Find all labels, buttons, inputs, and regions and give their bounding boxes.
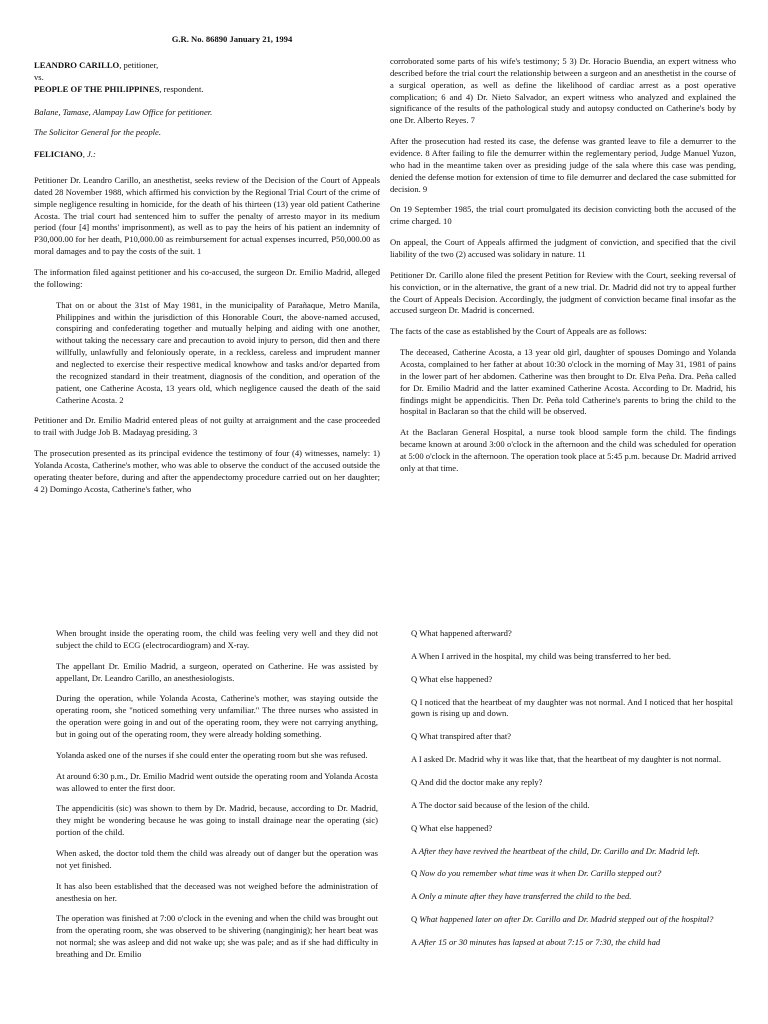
page-2 bbox=[0, 610, 768, 1024]
testimony-text: What happened later on after Dr. Carillo and Dr. Madrid stepped out of the hospital? bbox=[419, 914, 714, 925]
testimony-line: Q I noticed that the heartbeat of my daughter was not normal. And I noticed that her hospital gown is rising up and down. bbox=[411, 696, 733, 719]
testimony-label: A bbox=[411, 845, 419, 856]
testimony-line: A I asked Dr. Madrid why it was like that, that the heartbeat of my daughter is not normal. bbox=[411, 754, 722, 765]
page-gap bbox=[0, 590, 768, 610]
testimony-line bbox=[411, 846, 733, 858]
testimony-label: A bbox=[411, 891, 419, 902]
testimony-line: A When I arrived in the hospital, my child was being transferred to her bed. bbox=[411, 650, 671, 661]
testimony-line: Q What else happened? bbox=[411, 822, 493, 833]
paragraph: Petitioner Dr. Leandro Carillo, an anesthetist, seeks review of the Decision of the Court of Appeals dated 28 November 1988, which affirmed his conviction by the Regional Trial Court of the crime of simple negligence resulting in homicide, for the death of his thirteen (13) year old patient Catherine Acosta. The trial court had sentenced him to suffer the penalty of arresto mayor in its medium period (four [4] months' imprisonment), as well as to pay the heirs of his patient an indemnity of P30,000.00 for her death, P10,000.00 as reimbursement for actual expenses incurred, P50,000.00 as moral damages and to pay the costs of the suit. 1 bbox=[34, 175, 380, 257]
testimony-text: Now do you remember what time was it when Dr. Carillo stepped out? bbox=[419, 868, 662, 879]
respondent-line bbox=[34, 84, 380, 96]
facts-quote: The deceased, Catherine Acosta, a 13 year old girl, daughter of spouses Domingo and Yolanda Acosta, complained to her father at about 10:30 o'clock in the morning of May 31, 1981 of pains in the lower part of her abdomen. Catherine was then brought to Dr. Elva Peña. Dra. Peña called for Dr. Emilio Madrid and the latter examined Catherine Acosta. According to Dr. Madrid, his findings might be appendicitis. Then Dr. Peña told Catherine's parents to bring the child to the hospital in Baclaran so that the child will be observed. bbox=[400, 347, 736, 417]
paragraph: The information filed against petitioner and his co-accused, the surgeon Dr. Emilio Madrid, alleged the following: bbox=[34, 267, 380, 289]
paragraph: When asked, the doctor told them the child was already out of danger but the operation was not yet finished. bbox=[56, 848, 378, 870]
testimony-line: Q What happened afterward? bbox=[411, 628, 512, 638]
testimony-text: Only a minute after they have transferred the child to the bed. bbox=[418, 891, 632, 902]
facts-quote: At the Baclaran General Hospital, a nurse took blood sample form the child. The findings became known at around 3:00 o'clock in the afternoon and the child was scheduled for operation at 5:00 o'clock in the afternoon. The operation took place at 5:45 p.m. because Dr. Madrid arrived only at that time. bbox=[400, 427, 736, 473]
testimony-line bbox=[411, 914, 733, 926]
testimony-text: After they have revived the heartbeat of the child, Dr. Carillo and Dr. Madrid left. bbox=[418, 845, 700, 856]
counsel-people: The Solicitor General for the people. bbox=[34, 127, 161, 138]
paragraph: Petitioner and Dr. Emilio Madrid entered pleas of not guilty at arraignment and the case proceeded to trail with Judge Job B. Madayag presiding. 3 bbox=[34, 415, 380, 438]
respondent-name: PEOPLE OF THE PHILIPPINES bbox=[34, 83, 160, 94]
testimony-label: Q bbox=[411, 868, 420, 879]
paragraph: corroborated some parts of his wife's testimony; 5 3) Dr. Horacio Buendia, an expert witness who described before the trial court the relationship between a surgeon and an anesthetist in the course of a surgical operation, as well as define the likelihood of cardiac arrest as a post operative complication; 6 and 4) Dr. Nieto Salvador, an expert witness who analyzed and explained the significance of the results of the pathological study and autopsy conducted on Catherine's body by one Dr. Alberto Reyes. 7 bbox=[390, 56, 736, 126]
left-column bbox=[34, 34, 380, 505]
ponente-name: FELICIANO bbox=[34, 149, 83, 160]
testimony-column bbox=[411, 628, 733, 960]
testimony-line: Q And did the doctor make any reply? bbox=[411, 777, 543, 788]
testimony-text: After 15 or 30 minutes has lapsed at about 7:15 or 7:30, the child had bbox=[418, 937, 661, 948]
paragraph: On appeal, the Court of Appeals affirmed the judgment of conviction, and specified that the civil liability of the two (2) accused was solidary in nature. 11 bbox=[390, 237, 736, 260]
paragraph: When brought inside the operating room, the child was feeling very well and they did not subject the child to ECG (electrocardiogram) and X-ray. bbox=[56, 628, 378, 650]
paragraph: Yolanda asked one of the nurses if she could enter the operating room but she was refused. bbox=[56, 749, 368, 760]
petitioner-role: , petitioner, bbox=[119, 59, 159, 70]
paragraph: It has also been established that the deceased was not weighed before the administration of anesthesia on her. bbox=[56, 880, 378, 903]
testimony-line: Q What else happened? bbox=[411, 673, 493, 684]
paragraph: The appendicitis (sic) was shown to them by Dr. Madrid, because, according to Dr. Madrid, they might be wondering because he was going to install drainage near the operating (sic) portion of the child. bbox=[56, 803, 378, 838]
paragraph: On 19 September 1985, the trial court promulgated its decision convicting both the accused of the crime charged. 10 bbox=[390, 204, 736, 227]
testimony-label: Q bbox=[411, 914, 420, 925]
petitioner-name: LEANDRO CARILLO bbox=[34, 59, 120, 70]
ponente bbox=[34, 149, 380, 161]
testimony-label: A bbox=[411, 937, 419, 948]
petitioner-line bbox=[34, 60, 380, 72]
paragraph: The appellant Dr. Emilio Madrid, a surgeon, operated on Catherine. He was assisted by appellant, Dr. Leandro Carillo, an anesthesiologists. bbox=[56, 660, 378, 683]
left-column bbox=[56, 628, 378, 970]
versus: vs. bbox=[34, 71, 44, 82]
counsel-petitioner: Balane, Tamase, Alampay Law Office for petitioner. bbox=[34, 107, 213, 118]
testimony-line bbox=[411, 891, 733, 903]
respondent-role: , respondent. bbox=[159, 83, 204, 94]
ponente-suffix: , J.: bbox=[82, 149, 96, 160]
paragraph: During the operation, while Yolanda Acosta, Catherine's mother, was staying outside the operating room, she "noticed something very unfamiliar." The three nurses who assisted in the operation were going in and out of the operating room, they were not carrying anything, but in going out of the operating room, they were already holding something. bbox=[56, 693, 378, 740]
testimony-line: A The doctor said because of the lesion of the child. bbox=[411, 799, 590, 810]
information-quote: That on or about the 31st of May 1981, in the municipality of Parañaque, Metro Manila, Philippines and within the jurisdiction of this Honorable Court, the above-named accused, conspiring and confederating together and mutually helping and aiding with one another, without taking the necessary care and precaution to avoid injury to person, did then and there willfully, unlawfully and feloniously operate, in a reckless, careless and imprudent manner and neglected to exercise their respective medical knowhow and tasks and/or departed from the recognized standard in their treatment, diagnosis of the condition, and operation of the patient, one Catherine Acosta, 13 years old, which negligence caused the death of the said Catherine Acosta. 2 bbox=[56, 299, 380, 405]
paragraph: The facts of the case as established by the Court of Appeals are as follows: bbox=[390, 326, 647, 337]
case-title: G.R. No. 86890 January 21, 1994 bbox=[171, 34, 293, 44]
paragraph: The prosecution presented as its principal evidence the testimony of four (4) witnesses, namely: 1) Yolanda Acosta, Catherine's mother, who was able to observe the conduct of the accused outside the operating theater before, during and after the appendectomy procedure carried out on her daughter; 4 2) Domingo Acosta, Catherine's father, who bbox=[34, 448, 380, 494]
testimony-line bbox=[411, 868, 733, 880]
paragraph: After the prosecution had rested its case, the defense was granted leave to file a demurrer to the evidence. 8 After failing to file the demurrer within the reglementary period, Judge Manuel Yuzon, who had in the meantime taken over as presiding judge of the sala where this case was pending, denied the defense motion for extension of time to file demurrer and declared the case submitted for decision. 9 bbox=[390, 136, 736, 194]
right-column bbox=[390, 56, 736, 484]
testimony-line bbox=[411, 937, 733, 949]
testimony-line: Q What transpired after that? bbox=[411, 731, 512, 742]
paragraph: At around 6:30 p.m., Dr. Emilio Madrid went outside the operating room and Yolanda Acosta was allowed to enter the first door. bbox=[56, 770, 378, 793]
paragraph: The operation was finished at 7:00 o'clock in the evening and when the child was brought out from the operating room, she was observed to be shivering (nanginginig); her heart beat was not normal; she was asleep and did not wake up; she was pale; and as if she had difficulty in breathing and Dr. Emilio bbox=[56, 913, 378, 960]
paragraph: Petitioner Dr. Carillo alone filed the present Petition for Review with the Court, seeking reversal of his conviction, or in the alternative, the grant of a new trial. Dr. Madrid did not try to appeal further the Court of Appeals Decision. Accordingly, the judgment of conviction became final insofar as the accused surgeon Dr. Madrid is concerned. bbox=[390, 269, 736, 316]
